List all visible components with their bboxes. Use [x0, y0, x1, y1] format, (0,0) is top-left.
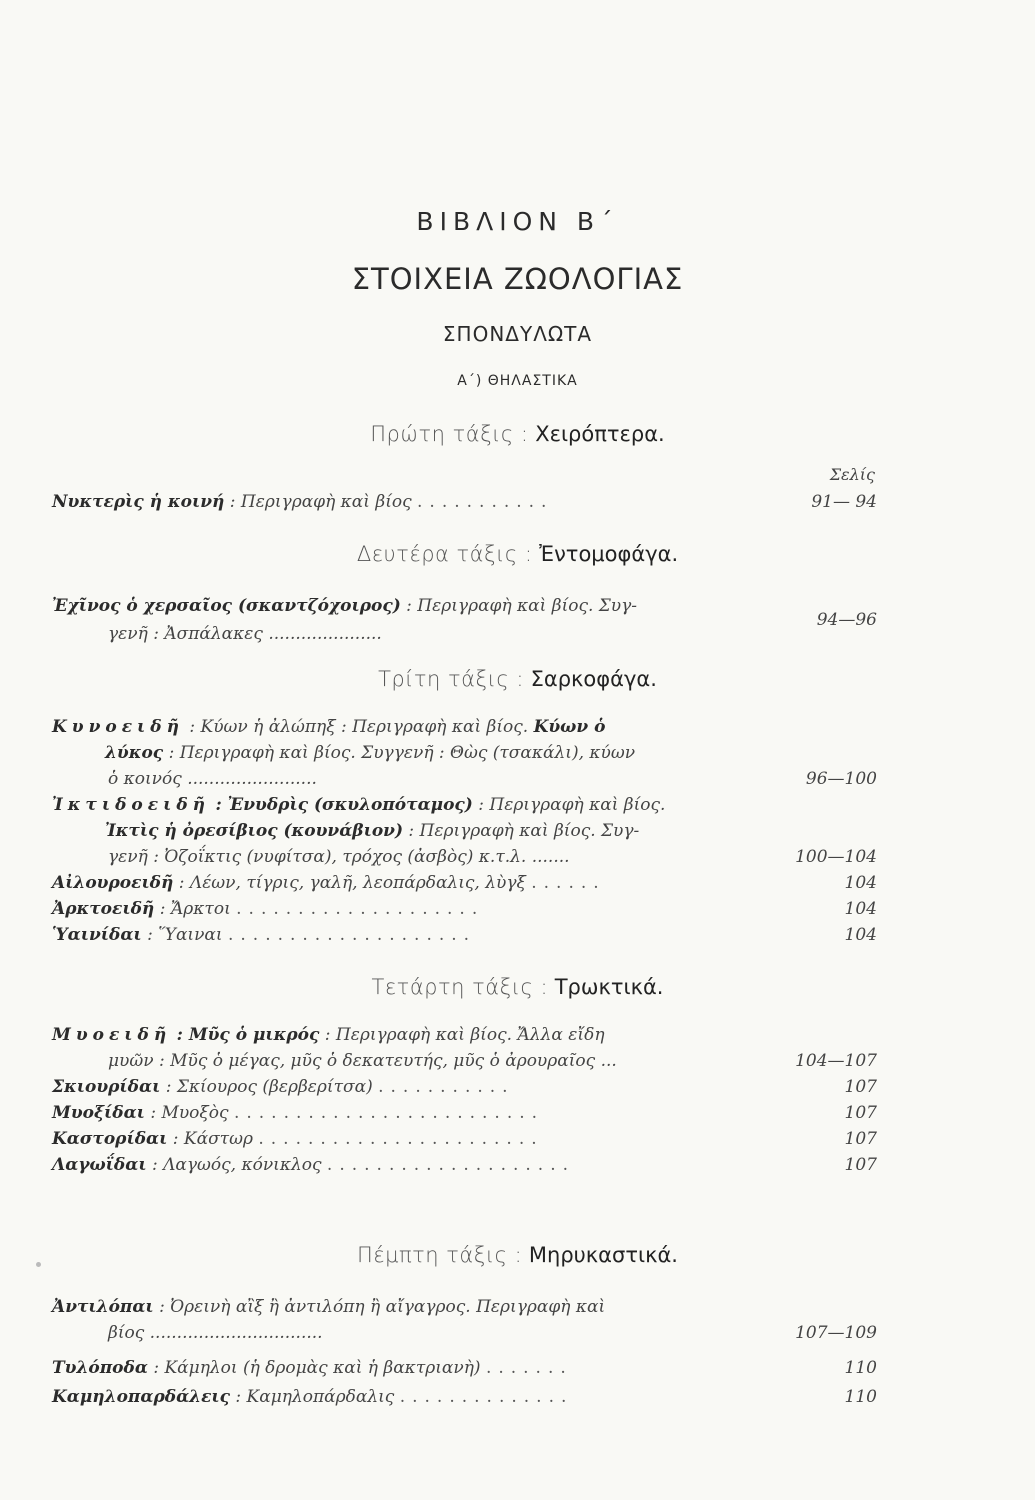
toc-entry — [52, 1025, 772, 1045]
order-heading — [0, 542, 1035, 566]
entry-continuation: γενῆ : Ὀζοΐκτις (νυφίτσα), τρόχος (ἀσβὸς) κ.τ.λ. ....... — [108, 847, 570, 867]
entry-continuation — [105, 743, 635, 763]
entry-cont-text: ὁ κοινός — [108, 769, 182, 789]
entry-head: Νυκτερὶς ἡ κοινή — [52, 492, 225, 512]
toc-entry: Ὑαινίδαι : Ὕαιναι .................... — [52, 925, 477, 945]
entry-cont-text: βίος — [108, 1323, 145, 1343]
page-title: ΣΤΟΙΧΕΙΑ ΖΩΟΛΟΓΙΑΣ — [351, 262, 684, 296]
order-heading — [0, 1243, 1035, 1267]
entry-cont-text: γενῆ : Ἀσπάλακες — [108, 624, 263, 644]
page-ref: 110 — [844, 1358, 877, 1378]
entry-desc: : Περιγραφὴ καὶ βίος — [229, 492, 412, 512]
entry-cont-text: γενῆ : Ὀζοΐκτις (νυφίτσα), τρόχος (ἀσβὸς) κ.τ.λ. — [108, 847, 527, 867]
entry-head: Ἀρκτοειδῆ — [52, 899, 155, 919]
order-name: Τρωκτικά. — [554, 975, 664, 999]
order-label: Πέμπτη τάξις : — [357, 1243, 523, 1267]
entry-desc: : Κάμηλοι (ἡ δρομὰς καὶ ἡ βακτριανὴ) — [153, 1358, 481, 1378]
entry-desc: : Κύων ἡ ἀλώπηξ : Περιγραφὴ καὶ βίος. — [189, 717, 529, 737]
order-name: Χειρόπτερα. — [535, 422, 665, 446]
entry-head-2: Κύων ὁ — [533, 717, 606, 737]
entry-cont-text: μυῶν : Μῦς ὁ μέγας, μῦς ὁ δεκατευτής, μῦς ὁ ἀρουραῖος — [108, 1051, 596, 1071]
order-heading — [0, 667, 1035, 691]
page-ref: 100—104 — [795, 847, 877, 867]
entry-head-2: : Μῦς ὁ μικρός — [176, 1025, 320, 1045]
toc-entry: Καστορίδαι : Κάστωρ ....................... — [52, 1129, 544, 1149]
page-ref: 96—100 — [805, 769, 877, 789]
entry-desc: : Σκίουρος (βερβερίτσα) — [165, 1077, 373, 1097]
entry-desc: : Λαγωός, κόνικλος — [151, 1155, 322, 1175]
entry-desc: : Καμηλοπάρδαλις — [235, 1387, 395, 1407]
toc-entry — [52, 1297, 772, 1317]
entry-head: Ἀντιλόπαι — [52, 1297, 154, 1317]
toc-entry: Σκιουρίδαι : Σκίουρος (βερβερίτσα) ........... — [52, 1077, 515, 1097]
entry-head: Τυλόποδα — [52, 1358, 148, 1378]
entry-desc: : Περιγραφὴ καὶ βίος. Συγ- — [408, 821, 640, 841]
entry-desc: : Ἄρκτοι — [159, 899, 231, 919]
toc-entry: Καμηλοπαρδάλεις : Καμηλοπάρδαλις .............. — [52, 1387, 574, 1407]
entry-head: Ἰκτὶς ἡ ὀρεσίβιος (κουνάβιον) — [105, 821, 403, 841]
page-ref: 91— 94 — [811, 492, 877, 512]
entry-desc: : Ὕαιναι — [147, 925, 223, 945]
entry-head-2: : Ἐνυδρὶς (σκυλοπόταμος) — [215, 795, 473, 815]
toc-entry: Μυοξίδαι : Μυοξὸς ......................... — [52, 1103, 545, 1123]
print-speck — [36, 1262, 41, 1267]
entry-desc: : Κάστωρ — [172, 1129, 253, 1149]
section-subtitle: ΣΠΟΝΔΥΛΩΤΑ — [442, 322, 593, 346]
order-label: Τρίτη τάξις : — [378, 667, 524, 691]
order-name: Σαρκοφάγα. — [530, 667, 657, 691]
entry-head: Κυνοειδῆ — [52, 717, 184, 737]
page-ref: 107—109 — [795, 1323, 877, 1343]
entry-continuation: μυῶν : Μῦς ὁ μέγας, μῦς ὁ δεκατευτής, μῦς ὁ ἀρουραῖος ... — [108, 1051, 617, 1071]
page-ref: 110 — [844, 1387, 877, 1407]
entry-continuation — [105, 821, 639, 841]
entry-continuation: γενῆ : Ἀσπάλακες ..................... — [108, 624, 382, 644]
toc-entry: Τυλόποδα : Κάμηλοι (ἡ δρομὰς καὶ ἡ βακτριανὴ) ....... — [52, 1358, 573, 1378]
entry-continuation: βίος ................................ — [108, 1323, 323, 1343]
entry-head: Ἰκτιδοειδῆ — [52, 795, 211, 815]
page-ref: 104 — [844, 873, 877, 893]
order-heading — [0, 975, 1035, 999]
entry-head: Μυοξίδαι — [52, 1103, 145, 1123]
entry-desc: : Ὀρεινὴ αἲξ ἢ ἀντιλόπη ἢ αἴγαγρος. Περιγραφὴ καὶ — [159, 1297, 606, 1317]
page-ref: 94—96 — [816, 610, 877, 630]
entry-head: Λαγωΐδαι — [52, 1155, 147, 1175]
entry-continuation: ὁ κοινός ........................ — [108, 769, 317, 789]
order-label: Δευτέρα τάξις : — [356, 542, 533, 566]
entry-desc: : Περιγραφὴ καὶ βίος. Συγγενῆ : Θὼς (τσακάλι), κύων — [168, 743, 636, 763]
order-name: Μηρυκαστικά. — [528, 1243, 678, 1267]
order-heading — [0, 422, 1035, 446]
order-name: Ἐντομοφάγα. — [539, 542, 679, 566]
entry-desc: : Μυοξὸς — [150, 1103, 229, 1123]
page-ref: 107 — [844, 1077, 877, 1097]
page-ref: 104 — [844, 925, 877, 945]
entry-desc: : Περιγραφὴ καὶ βίος. — [478, 795, 666, 815]
book-heading: ΒΙΒΛΙΟΝ Β΄ — [416, 207, 619, 236]
entry-head: Ἐχῖνος ὁ χερσαῖος (σκαντζόχοιρος) — [52, 596, 401, 616]
entry-desc: : Περιγραφὴ καὶ βίος. Ἄλλα εἴδη — [324, 1025, 605, 1045]
page-ref: 104—107 — [795, 1051, 877, 1071]
entry-head: Μυοειδῆ — [52, 1025, 172, 1045]
toc-entry — [52, 717, 772, 737]
entry-head: Σκιουρίδαι — [52, 1077, 161, 1097]
toc-entry: Λαγωΐδαι : Λαγωός, κόνικλος .................... — [52, 1155, 575, 1175]
entry-desc: : Περιγραφὴ καὶ βίος. Συγ- — [406, 596, 638, 616]
entry-head: Καστορίδαι — [52, 1129, 168, 1149]
entry-head: Καμηλοπαρδάλεις — [52, 1387, 231, 1407]
page-ref: 107 — [844, 1155, 877, 1175]
toc-entry — [52, 596, 772, 616]
toc-entry: Αἰλουροειδῆ : Λέων, τίγρις, γαλῆ, λεοπάρδαλις, λὺγξ ...... — [52, 873, 606, 893]
page-ref: 107 — [844, 1129, 877, 1149]
entry-head: Αἰλουροειδῆ — [52, 873, 174, 893]
page-ref: 104 — [844, 899, 877, 919]
toc-entry: Νυκτερὶς ἡ κοινή : Περιγραφὴ καὶ βίος ........... — [52, 492, 554, 512]
page-ref: 107 — [844, 1103, 877, 1123]
entry-head: λύκος — [105, 743, 164, 763]
order-label: Τετάρτη τάξις : — [371, 975, 549, 999]
toc-entry — [52, 795, 772, 815]
toc-entry: Ἀρκτοειδῆ : Ἄρκτοι .................... — [52, 899, 485, 919]
pages-column-label: Σελίς — [829, 465, 875, 484]
entry-desc: : Λέων, τίγρις, γαλῆ, λεοπάρδαλις, λὺγξ — [178, 873, 526, 893]
entry-head: Ὑαινίδαι — [52, 925, 142, 945]
order-label: Πρώτη τάξις : — [370, 422, 529, 446]
subsection-heading: Α΄) ΘΗΛΑΣΤΙΚΑ — [457, 373, 578, 389]
